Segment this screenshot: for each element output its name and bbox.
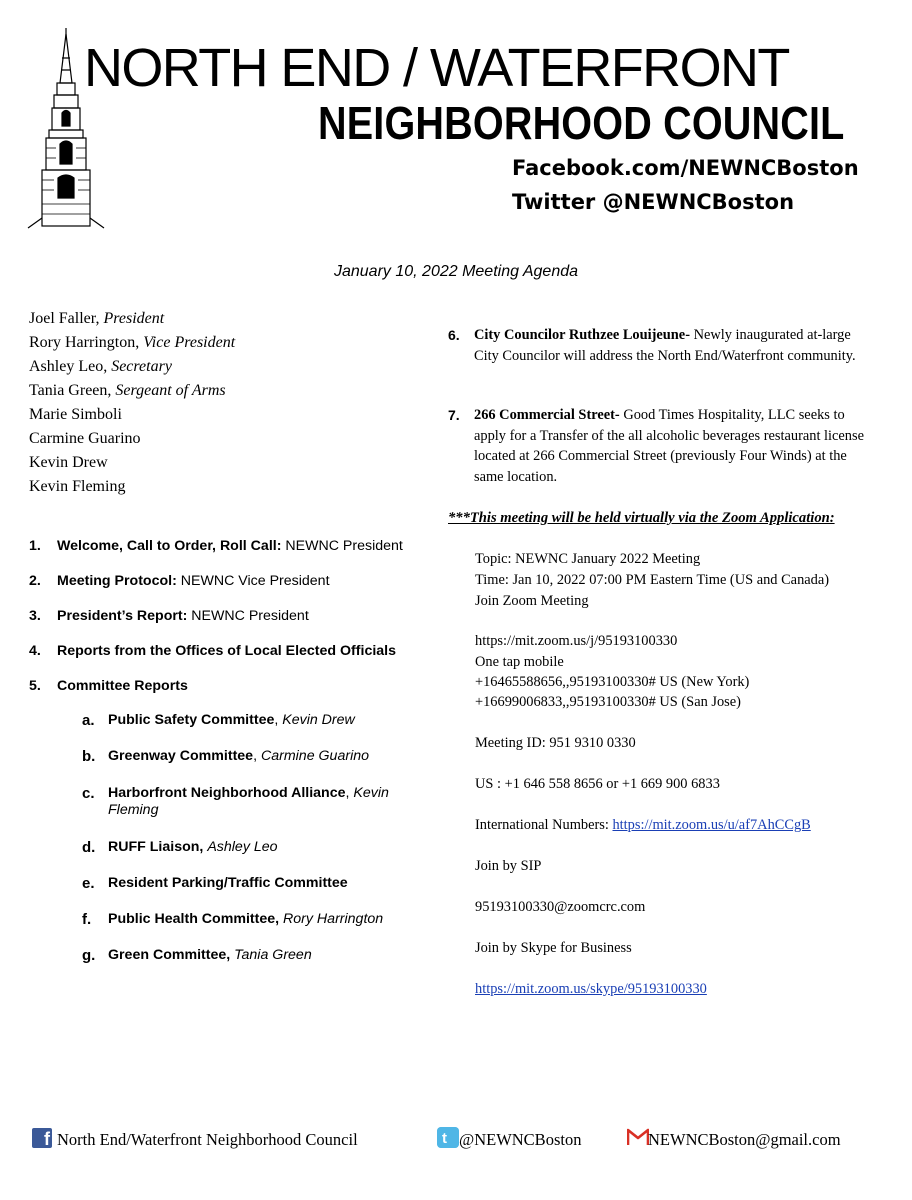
officer-row: Rory Harrington, Vice President — [29, 334, 236, 351]
officer-row: Tania Green, Sergeant of Arms — [29, 382, 226, 399]
zoom-meeting-url[interactable]: https://mit.zoom.us/j/95193100330 — [475, 633, 678, 649]
officer-row: Joel Faller, President — [29, 310, 165, 327]
skype-link[interactable]: https://mit.zoom.us/skype/95193100330 — [475, 981, 707, 997]
council-title-line2: NEIGHBORHOOD COUNCIL — [318, 97, 845, 149]
footer-facebook-text: North End/Waterfront Neighborhood Council — [57, 1130, 358, 1149]
zoom-meeting-id: Meeting ID: 951 9310 0330 — [475, 735, 636, 751]
officer-row: Kevin Fleming — [29, 478, 126, 495]
international-numbers-link[interactable]: https://mit.zoom.us/u/af7AhCCgB — [612, 817, 811, 833]
svg-text:t: t — [442, 1130, 447, 1147]
zoom-join-label: Join Zoom Meeting — [475, 593, 589, 609]
zoom-us-numbers: US : +1 646 558 8656 or +1 669 900 6833 — [475, 776, 720, 792]
skype-label: Join by Skype for Business — [475, 940, 632, 956]
zoom-time: Time: Jan 10, 2022 07:00 PM Eastern Time (US and Canada) — [475, 572, 830, 588]
footer-email-text: NEWNCBoston@gmail.com — [648, 1130, 841, 1149]
sip-address: 95193100330@zoomcrc.com — [475, 899, 646, 915]
facebook-icon: f — [32, 1128, 52, 1148]
twitter-icon — [437, 1127, 459, 1148]
officers-list — [29, 307, 235, 499]
officer-row: Marie Simboli — [29, 406, 122, 423]
sip-label: Join by SIP — [475, 858, 542, 874]
zoom-topic: Topic: NEWNC January 2022 Meeting — [475, 551, 701, 567]
agenda-title: January 10, 2022 Meeting Agenda — [333, 263, 579, 280]
one-tap-number: +16699006833,,95193100330# US (San Jose) — [475, 694, 741, 710]
international-numbers — [475, 815, 811, 835]
officer-row: Carmine Guarino — [29, 430, 141, 447]
one-tap-number: +16465588656,,95193100330# US (New York) — [475, 674, 750, 690]
officer-row: Kevin Drew — [29, 454, 108, 471]
officer-row: Ashley Leo, Secretary — [29, 358, 172, 375]
twitter-handle: Twitter @NEWNCBoston — [512, 190, 795, 214]
facebook-handle: Facebook.com/NEWNCBoston — [512, 156, 859, 180]
virtual-meeting-note: ***This meeting will be held virtually via the Zoom Application: — [448, 510, 835, 526]
one-tap-label: One tap mobile — [475, 654, 564, 670]
footer-twitter-text: @NEWNCBoston — [459, 1130, 582, 1149]
council-title-line1: NORTH END / WATERFRONT — [84, 38, 789, 98]
international-numbers-label: International Numbers: — [475, 817, 613, 833]
gmail-icon — [627, 1128, 649, 1146]
